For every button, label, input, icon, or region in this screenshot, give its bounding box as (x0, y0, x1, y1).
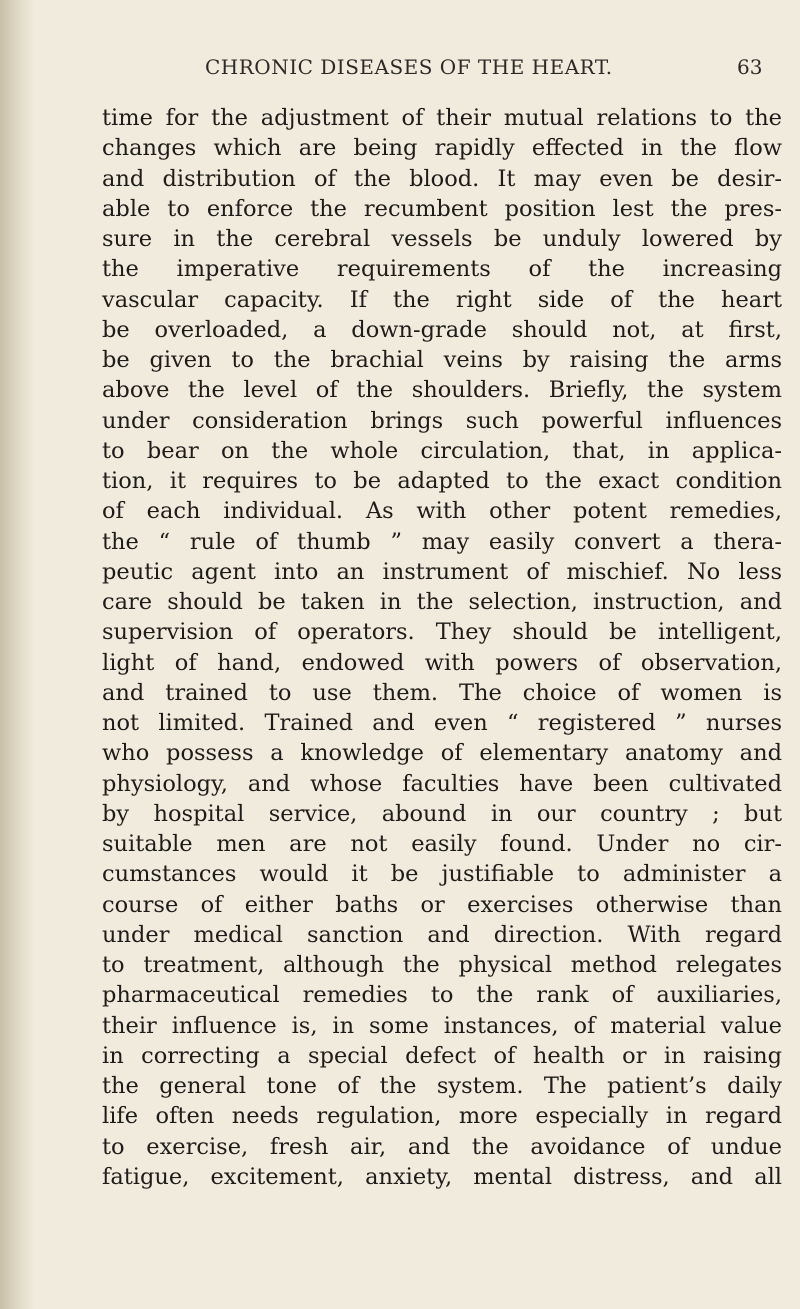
text-line: light of hand, endowed with powers of observation, (102, 649, 782, 676)
text-line: supervision of operators. They should be intelligent, (102, 619, 782, 646)
body-paragraph (102, 103, 782, 1192)
text-line: be given to the brachial veins by raising the arms (102, 347, 782, 373)
text-line: vascular capacity. If the right side of the heart (102, 286, 782, 313)
text-line: in correcting a special defect of health or in raising (102, 1042, 782, 1069)
text-line: changes which are being rapidly effected in the flow (102, 135, 782, 162)
text-line: sure in the cerebral vessels be unduly lowered by (102, 226, 782, 252)
text-line: not limited. Trained and even “ registered ” nurses (102, 710, 782, 736)
page-number: 63 (737, 55, 763, 79)
text-line: cumstances would it be justifiable to administer a (102, 861, 782, 888)
text-line: care should be taken in the selection, instruction, and (102, 589, 782, 615)
text-line: the general tone of the system. The patient’s daily (102, 1073, 782, 1099)
text-line: under medical sanction and direction. With regard (102, 921, 782, 948)
text-line: peutic agent into an instrument of mischief. No less (102, 558, 782, 585)
text-line: be overloaded, a down-grade should not, at first, (102, 316, 782, 343)
text-line: to bear on the whole circulation, that, in applica- (102, 437, 782, 464)
running-title: CHRONIC DISEASES OF THE HEART. (205, 55, 613, 79)
text-line: suitable men are not easily found. Under no cir- (102, 831, 782, 857)
text-line: the “ rule of thumb ” may easily convert a thera- (102, 528, 782, 555)
text-line: under consideration brings such powerful influences (102, 407, 782, 434)
text-line: life often needs regulation, more especially in regard (102, 1103, 782, 1130)
page-gutter-shadow (0, 0, 34, 1309)
text-line: who possess a knowledge of elementary anatomy and (102, 740, 782, 767)
text-line: by hospital service, abound in our country ; but (102, 800, 782, 827)
text-line: fatigue, excitement, anxiety, mental distress, and all (102, 1163, 782, 1190)
text-line: the imperative requirements of the increasing (102, 256, 782, 283)
text-line: above the level of the shoulders. Briefly, the system (102, 377, 782, 404)
text-line: their influence is, in some instances, of material value (102, 1012, 782, 1039)
text-line: able to enforce the recumbent position lest the pres- (102, 195, 782, 222)
text-line: tion, it requires to be adapted to the exact condition (102, 468, 782, 494)
text-line: time for the adjustment of their mutual relations to the (102, 105, 782, 131)
text-line: physiology, and whose faculties have been cultivated (102, 770, 782, 797)
text-line: course of either baths or exercises otherwise than (102, 891, 782, 918)
text-line: pharmaceutical remedies to the rank of auxiliaries, (102, 982, 782, 1009)
text-line: to exercise, fresh air, and the avoidance of undue (102, 1133, 782, 1160)
running-head (0, 55, 800, 85)
text-line: and trained to use them. The choice of women is (102, 679, 782, 706)
text-line: of each individual. As with other potent remedies, (102, 498, 782, 525)
text-line: and distribution of the blood. It may even be desir- (102, 165, 782, 192)
text-line: to treatment, although the physical method relegates (102, 952, 782, 978)
